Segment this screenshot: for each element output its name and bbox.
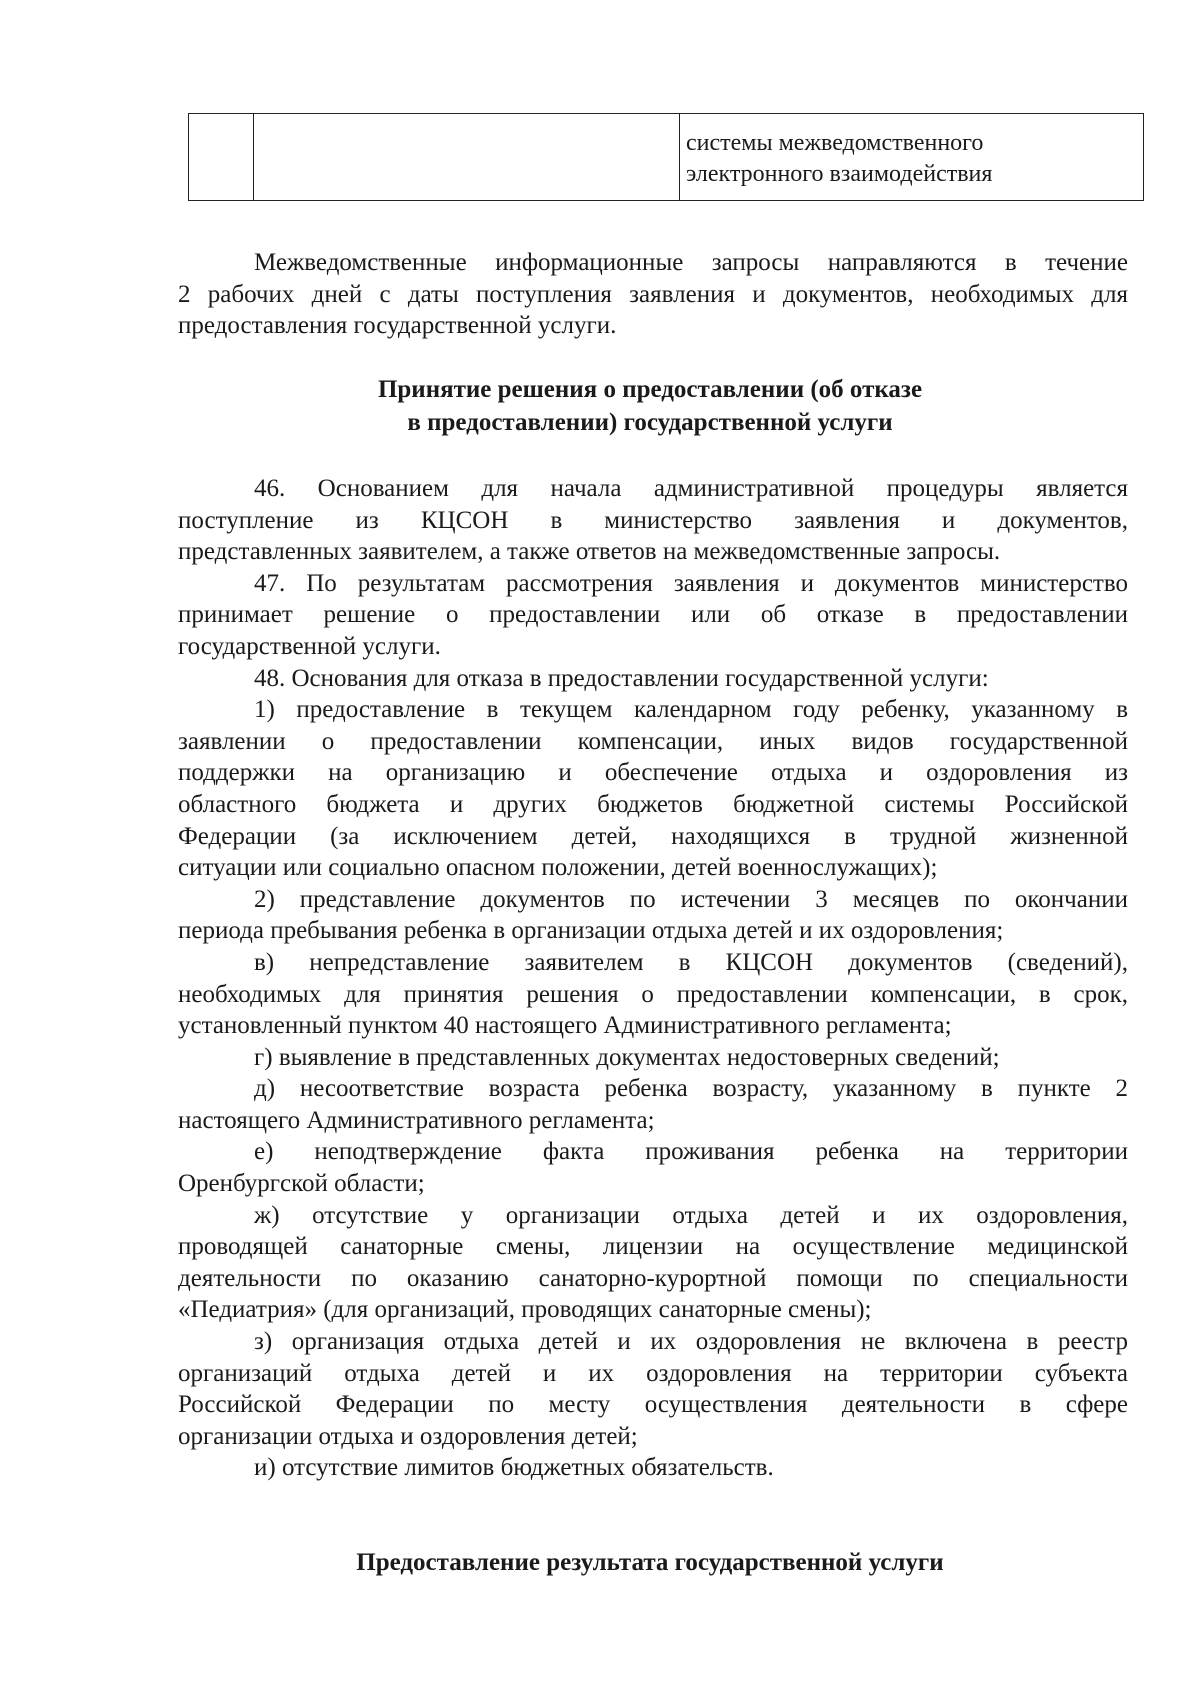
text-line: д) несоответствие возраста ребенка возрасту, указанному в пункте 2 xyxy=(254,1075,1128,1103)
text-line: проводящей санаторные смены, лицензии на осуществление медицинской xyxy=(178,1233,1128,1261)
text-line: организации отдыха и оздоровления детей; xyxy=(178,1422,638,1450)
text-line: ж) отсутствие у организации отдыха детей и их оздоровления, xyxy=(254,1201,1128,1229)
text-line: установленный пунктом 40 настоящего Административного регламента; xyxy=(178,1012,952,1040)
text-line: е) неподтверждение факта проживания ребенка на территории xyxy=(254,1138,1128,1166)
text-line: заявлении о предоставлении компенсации, иных видов государственной xyxy=(178,727,1128,755)
text-line: государственной услуги. xyxy=(178,632,441,660)
text-line: Федерации (за исключением детей, находящихся в трудной жизненной xyxy=(178,822,1128,850)
text-line: 47. По результатам рассмотрения заявления и документов министерство xyxy=(254,569,1128,597)
text-line: з) организация отдыха детей и их оздоровления не включена в реестр xyxy=(254,1328,1128,1356)
table-cell-method xyxy=(680,114,1144,201)
table-cell-line: системы межведомственного xyxy=(686,130,984,156)
text-line: 1) предоставление в текущем календарном году ребенку, указанному в xyxy=(254,696,1128,724)
text-line: поддержки на организацию и обеспечение отдыха и оздоровления из xyxy=(178,759,1128,787)
table-cell-number xyxy=(189,114,254,201)
heading-line: Принятие решения о предоставлении (об отказе xyxy=(377,376,923,403)
text-line: периода пребывания ребенка в организации отдыха детей и их оздоровления; xyxy=(178,917,1004,945)
text-line: поступление из КЦСОН в министерство заявления и документов, xyxy=(178,506,1128,534)
text-line: «Педиатрия» (для организаций, проводящих санаторные смены); xyxy=(178,1296,872,1324)
table-fragment xyxy=(188,113,1144,201)
text-line: в) непредставление заявителем в КЦСОН документов (сведений), xyxy=(254,948,1128,976)
text-line: необходимых для принятия решения о предоставлении компенсации, в срок, xyxy=(178,980,1128,1008)
heading-line: в предоставлении) государственной услуги xyxy=(407,409,893,436)
heading-line: Предоставление результата государственной услуги xyxy=(356,1549,944,1576)
text-line: предоставления государственной услуги. xyxy=(178,312,617,340)
text-line: Межведомственные информационные запросы направляются в течение xyxy=(254,249,1128,276)
text-line: ситуации или социально опасном положении, детей военнослужащих); xyxy=(178,854,938,882)
text-line: 46. Основанием для начала административной процедуры является xyxy=(254,475,1128,502)
text-line: областного бюджета и других бюджетов бюджетной системы Российской xyxy=(178,790,1128,818)
text-line: принимает решение о предоставлении или об отказе в предоставлении xyxy=(178,601,1128,629)
text-line: деятельности по оказанию санаторно-курортной помощи по специальности xyxy=(178,1264,1128,1292)
text-line: 48. Основания для отказа в предоставлении государственной услуги: xyxy=(254,664,989,692)
text-line: представленных заявителем, а также ответов на межведомственные запросы. xyxy=(178,538,1001,566)
section-heading-decision xyxy=(250,373,1050,439)
table-cell-line: электронного взаимодействия xyxy=(686,161,993,187)
table-cell-name xyxy=(254,114,680,201)
paragraph-intro xyxy=(178,247,1128,342)
text-line: настоящего Административного регламента; xyxy=(178,1106,655,1134)
body-text xyxy=(178,473,1128,1484)
text-line: Оренбургской области; xyxy=(178,1170,425,1198)
section-heading-result xyxy=(250,1546,1050,1579)
text-line: организаций отдыха детей и их оздоровления на территории субъекта xyxy=(178,1359,1128,1387)
text-line: 2) представление документов по истечении 3 месяцев по окончании xyxy=(254,885,1128,913)
text-line: 2 рабочих дней с даты поступления заявления и документов, необходимых для xyxy=(178,280,1128,308)
text-line: г) выявление в представленных документах недостоверных сведений; xyxy=(254,1043,1000,1071)
table-row xyxy=(189,114,1144,201)
text-line: Российской Федерации по месту осуществления деятельности в сфере xyxy=(178,1391,1128,1419)
text-line: и) отсутствие лимитов бюджетных обязательств. xyxy=(254,1454,774,1482)
